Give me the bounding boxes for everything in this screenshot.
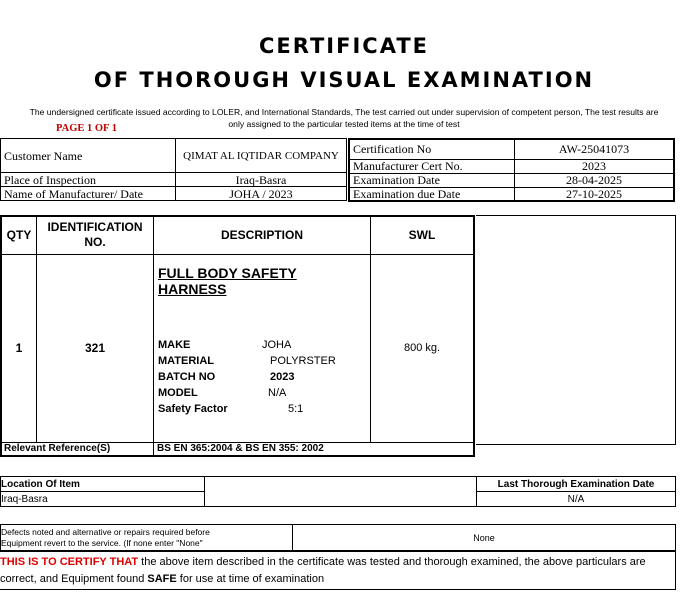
place-label: Place of Inspection — [1, 173, 176, 187]
customer-label: Customer Name — [1, 139, 176, 173]
customer-value: QIMAT AL IQTIDAR COMPANY — [176, 139, 347, 173]
defects-value: None — [293, 525, 676, 551]
defects-label — [1, 525, 293, 551]
mfr-cert-label: Manufacturer Cert No. — [349, 159, 515, 173]
item-title: FULL BODY SAFETY HARNESS — [158, 264, 297, 297]
last-exam-label: Last Thorough Examination Date — [477, 477, 676, 492]
certificate-subtitle: OF THOROUGH VISUAL EXAMINATION — [93, 68, 595, 92]
intro-line-2: only assigned to the particular tested items at the time of test — [228, 119, 460, 129]
location-blank-2 — [205, 492, 477, 507]
ref-label: Relevant Reference(S) — [1, 442, 154, 456]
col-desc-header: DESCRIPTION — [154, 216, 371, 254]
certify-lead: THIS IS TO CERTIFY THAT — [0, 556, 139, 568]
location-table — [0, 476, 676, 507]
item-swl: 800 kg. — [371, 254, 475, 442]
place-value: Iraq-Basra — [176, 173, 347, 187]
certify-statement — [0, 551, 676, 590]
defects-label-line1: Defects noted and alternative or repairs required before — [1, 526, 210, 537]
cert-no-value: AW-25041073 — [515, 139, 675, 159]
last-exam-value: N/A — [477, 492, 676, 507]
manufacturer-value: JOHA / 2023 — [176, 187, 347, 201]
col-id-header — [37, 216, 154, 254]
spec-batch: BATCH NO 2023 — [158, 370, 295, 383]
item-specs — [158, 337, 366, 417]
certify-line-1: THIS IS TO CERTIFY THAT the above item described in the certificate was tested and thorough examined, the above particulars are — [0, 556, 646, 568]
certify-line-2: correct, and Equipment found SAFE for use at time of examination — [0, 573, 325, 585]
page-label: PAGE 1 OF 1 — [56, 123, 117, 134]
defects-label-line2: Equipment revert to the service. (If none enter "None" — [1, 537, 203, 548]
info-table-right — [348, 138, 675, 202]
items-right-panel — [476, 215, 676, 445]
defects-table — [0, 524, 676, 551]
spec-material: MATERIAL POLYRSTER — [158, 354, 336, 367]
intro-line-1: The undersigned certificate issued according to LOLER, and International Standards, The test carried out under supervision of competent person, The test results are — [29, 107, 659, 117]
manufacturer-label: Name of Manufacturer/ Date — [1, 187, 176, 201]
col-id-header-line2: NO. — [84, 235, 106, 250]
certificate-title: CERTIFICATE — [259, 34, 429, 58]
info-table-left — [0, 138, 347, 201]
exam-date-label: Examination Date — [349, 173, 515, 187]
ref-value: BS EN 365:2004 & BS EN 355: 2002 — [154, 442, 475, 456]
cert-no-label: Certification No — [349, 139, 515, 159]
exam-date-value: 28-04-2025 — [515, 173, 675, 187]
safe-word: SAFE — [147, 573, 177, 585]
due-date-label: Examination due Date — [349, 187, 515, 201]
location-label: Location Of Item — [1, 477, 205, 492]
spec-safety-factor: Safety Factor 5:1 — [158, 402, 304, 415]
location-value: Iraq-Basra — [1, 492, 205, 507]
spec-model: MODEL N/A — [158, 386, 287, 399]
spec-make: MAKE JOHA — [158, 338, 292, 351]
location-blank — [205, 477, 477, 492]
col-id-header-line1: IDENTIFICATION — [47, 220, 143, 235]
item-id-no: 321 — [37, 254, 154, 442]
col-qty-header: QTY — [1, 216, 37, 254]
col-swl-header: SWL — [371, 216, 475, 254]
item-description — [154, 254, 371, 442]
items-table — [0, 215, 475, 457]
due-date-value: 27-10-2025 — [515, 187, 675, 201]
item-qty: 1 — [1, 254, 37, 442]
mfr-cert-value: 2023 — [515, 159, 675, 173]
